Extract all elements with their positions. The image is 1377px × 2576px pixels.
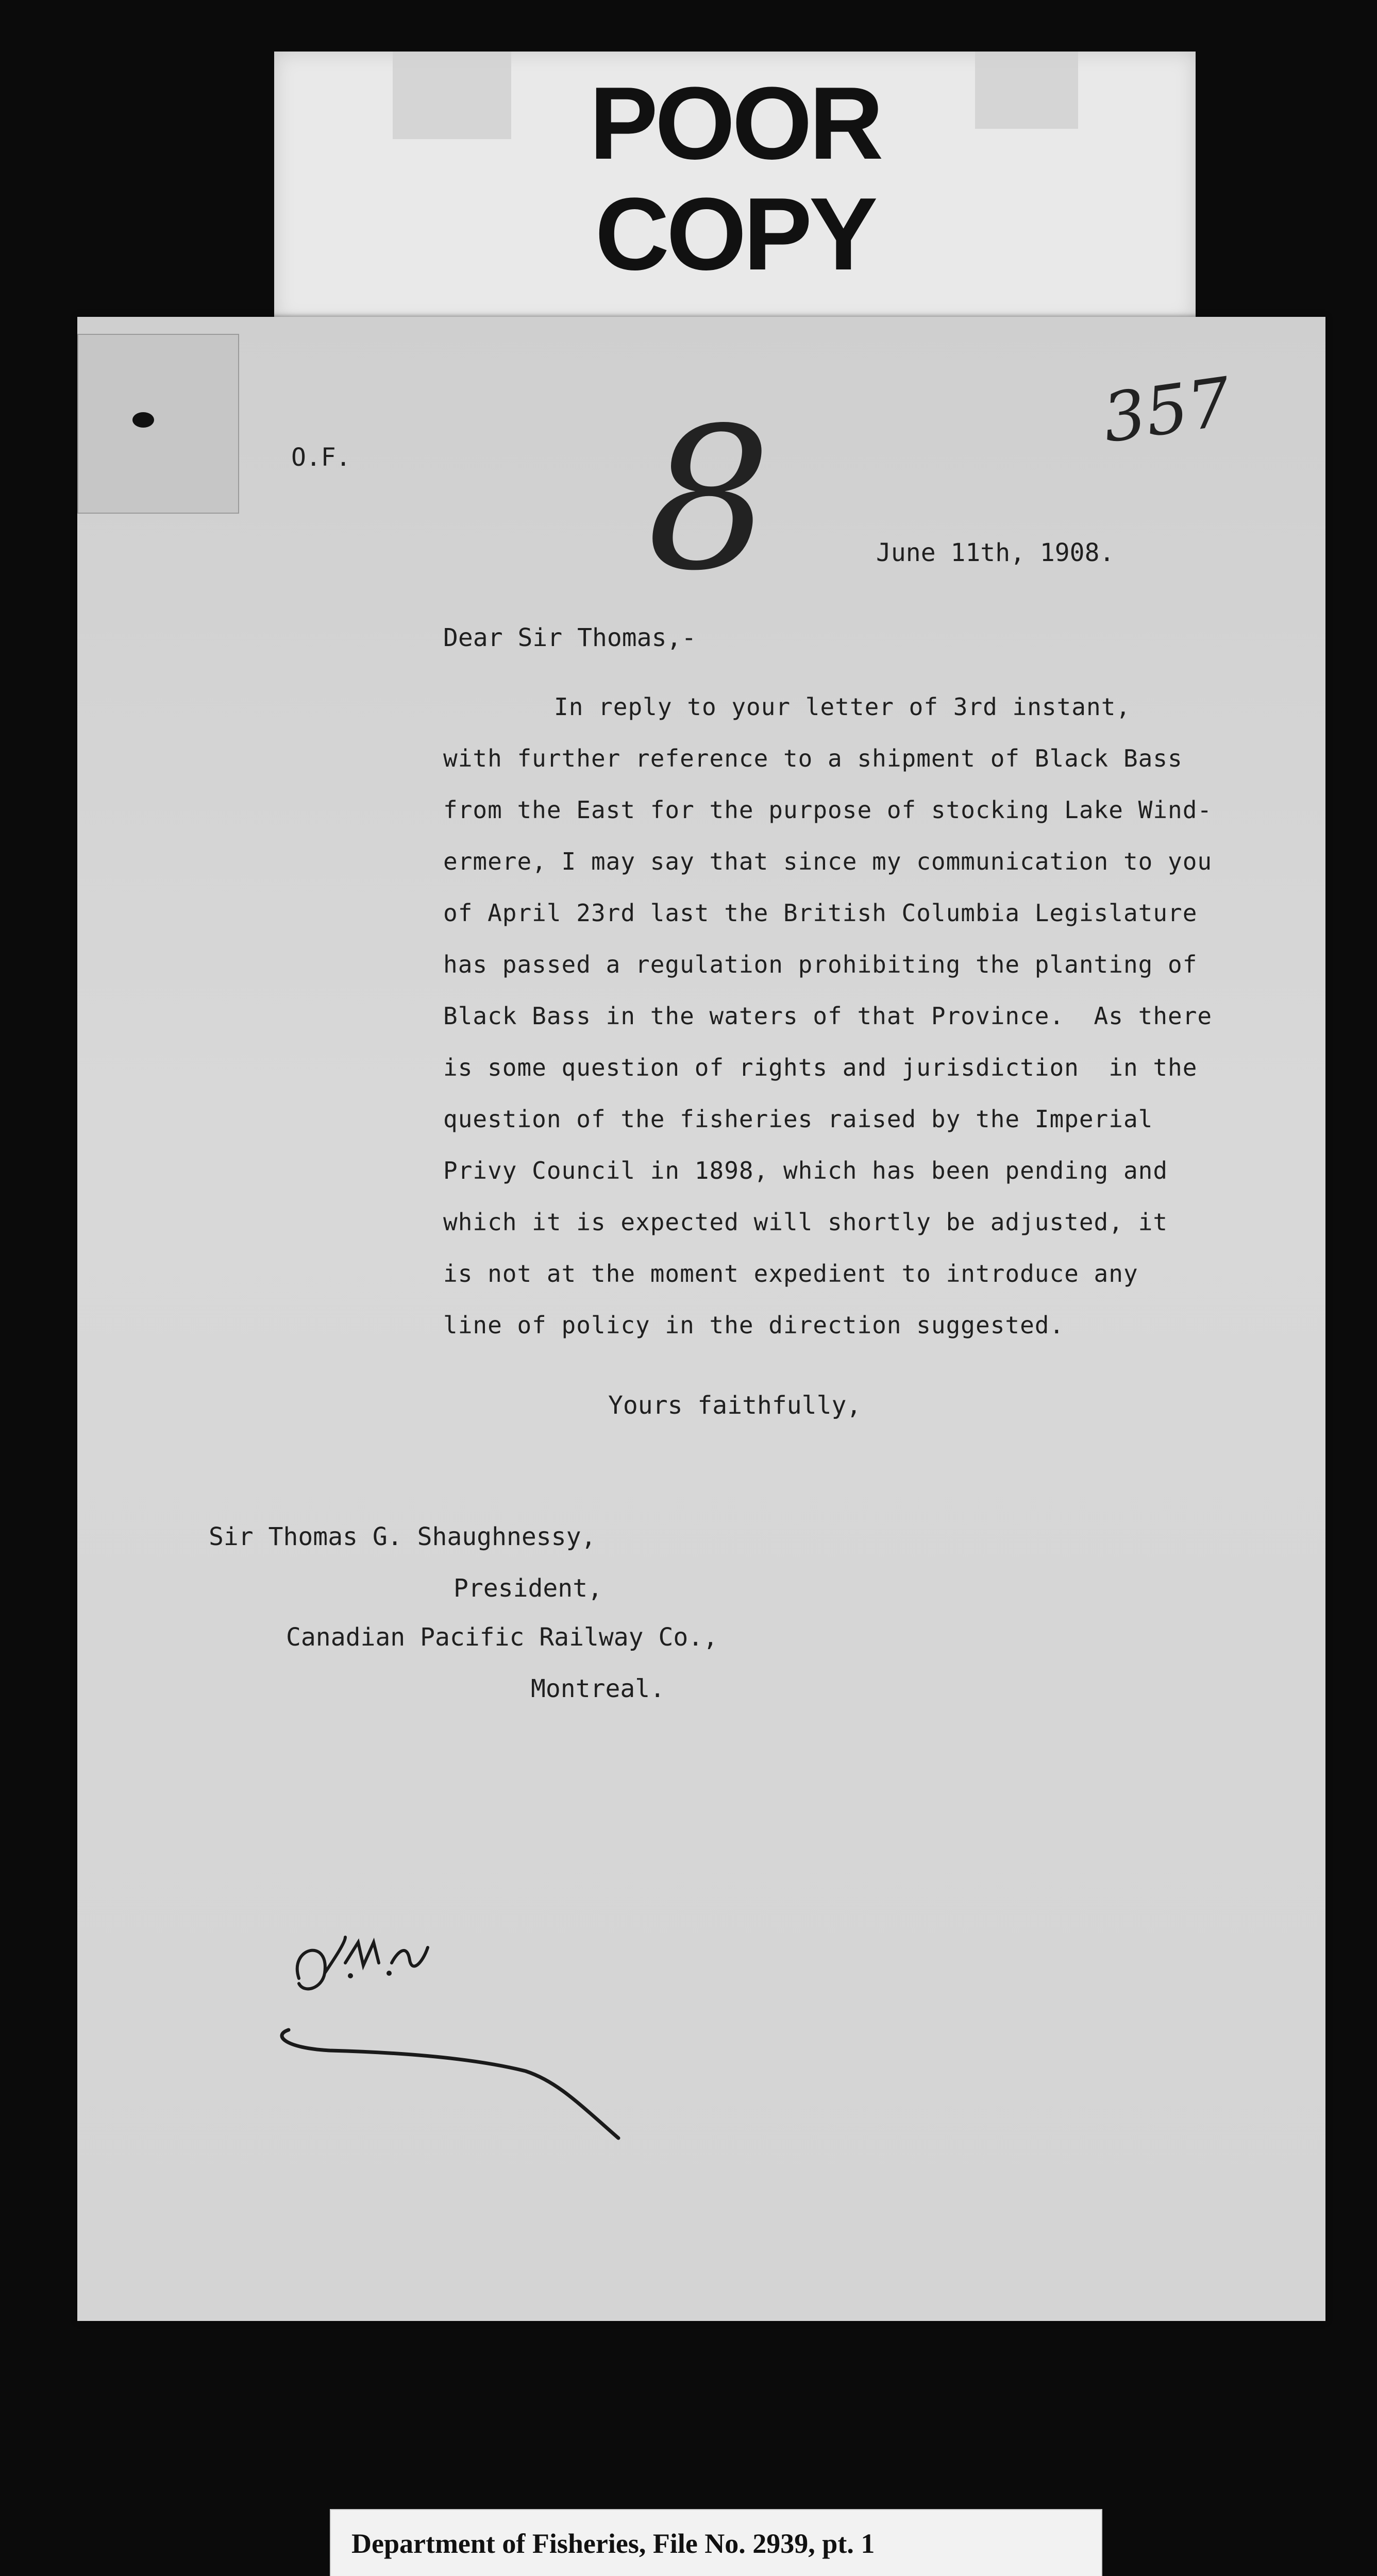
body-line: question of the fisheries raised by the Imperial [443,1105,1153,1133]
body-line: Black Bass in the waters of that Province. As there [443,1002,1213,1030]
corner-fragment [77,334,239,514]
ink-blot [132,412,154,428]
handwritten-mark: 8 [647,385,771,614]
poor-label: POOR [589,66,881,181]
page-number: 357 [1098,362,1236,458]
body-line: is not at the moment expedient to introduce any [443,1260,1138,1287]
body-line: line of policy in the direction suggested. [443,1311,1065,1339]
body-line: of April 23rd last the British Columbia Legislature [443,899,1198,927]
copy-label: COPY [595,177,875,292]
file-label-text: Department of Fisheries, File No. 2939, pt. 1 [351,2528,875,2559]
body-line: ermere, I may say that since my communication to you [443,848,1213,875]
body-line: is some question of rights and jurisdiction in the [443,1054,1198,1081]
salutation: Dear Sir Thomas,- [443,623,697,652]
signature-initials [268,1906,639,2154]
recipient-name: Sir Thomas G. Shaughnessy, [209,1522,596,1551]
recipient-company: Canadian Pacific Railway Co., [286,1623,718,1652]
recipient-city: Montreal. [531,1674,665,1703]
recipient-title: President, [454,1574,602,1603]
body-line: Privy Council in 1898, which has been pending and [443,1157,1168,1184]
poor-copy-card [274,52,1196,324]
body-line: has passed a regulation prohibiting the planting of [443,951,1198,978]
body-line: with further reference to a shipment of Black Bass [443,744,1183,772]
body-line: which it is expected will shortly be adjusted, it [443,1208,1168,1236]
body-line: In reply to your letter of 3rd instant, [554,693,1131,721]
letter-date: June 11th, 1908. [876,538,1115,567]
body-line: from the East for the purpose of stocking Lake Wind- [443,796,1213,824]
closing: Yours faithfully, [608,1391,862,1420]
file-label [330,2509,1102,2576]
office-code: O.F. [291,443,351,472]
